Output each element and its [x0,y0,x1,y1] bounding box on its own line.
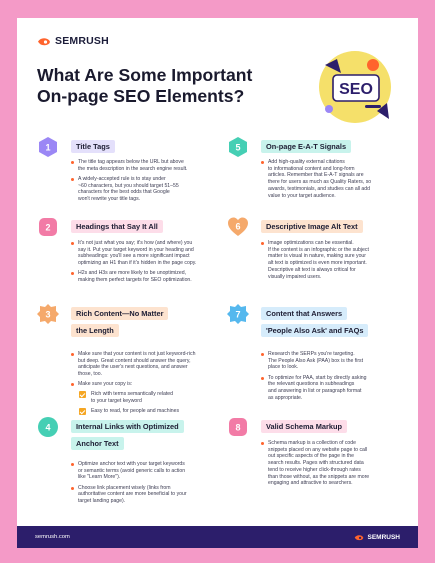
item-5-bullets [261,159,411,203]
checkbox-icon [79,391,86,398]
list-item: A widely-accepted rule is to stay under ~60 characters, but you should target 51–55 characters for the best odds that Google won't rewrite your title tags. [71,176,231,203]
item-2-heading: Headings that Say It All [71,218,163,235]
item-headings [37,216,227,316]
svg-text:1: 1 [45,142,51,153]
number-badge-3 [37,303,59,325]
title-line-1: What Are Some Important [37,65,253,85]
list-item: Image optimizations can be essential. If the content is an infographic or the subject matter is visual in nature, making sure your alt text is optimized is even more important. Descriptive alt text is always critical for visually impaired users. [261,240,411,280]
item-rich-content [37,303,227,428]
check-item: Rich with terms semantically related to your target keyword [71,391,231,404]
item-5-heading: On-page E-A-T Signals [261,138,351,155]
list-item: It's not just what you say; it's how (and where) you say it. Put your target keyword in your heading and subheadings: you'll see a more significant impact optimizing an H1 than if it's hidden in the page copy. [71,240,231,267]
item-3-bullets [71,351,231,418]
item-2-bullets [71,240,231,287]
list-item: Make sure that your content is not just keyword-rich but deep. Great content should answer the query, anticipate the user's next questions, and answer those, too. [71,351,231,378]
hero-seo-text: SEO [339,81,373,98]
list-item: To optimize for PAA, start by directly asking the relevant questions in subheadings and answering in list or paragraph format as appropriate. [261,375,411,402]
item-7-heading: Content that Answers 'People Also Ask' and FAQs [261,305,368,339]
title-line-2: On-page SEO Elements? [37,86,245,106]
item-schema [227,416,412,516]
list-item: Research the SERPs you're targeting. The People Also Ask (PAA) box is the first place to look. [261,351,411,371]
footer-bar [17,526,418,548]
number-badge-2 [37,216,59,238]
number-badge-8 [227,416,249,438]
semrush-flame-icon [354,534,364,541]
infographic-sheet [17,18,418,548]
semrush-flame-icon [37,37,51,46]
semrush-logo [37,35,109,47]
list-item: Add high-quality external citations to informational content and long-form articles. Remember that E-A-T signals are there for users as much as Quality Raters, so awards, testimonials, and studies can all add value to your target audience. [261,159,411,199]
item-eat-signals [227,136,412,216]
svg-text:8: 8 [235,422,241,433]
number-badge-7 [227,303,249,325]
list-item: Schema markup is a collection of code snippets placed on any website page to call out specific aspects of the page in the search results. Pages with structured data tend to receive higher click-through rates than those without, as the snippets are more engaging and attractive to searchers. [261,440,411,487]
item-6-bullets [261,240,411,284]
footer-brand [354,534,400,541]
svg-text:3: 3 [45,309,51,320]
number-badge-5 [227,136,249,158]
item-title-tags [37,136,227,216]
item-7-bullets [261,351,411,405]
svg-text:2: 2 [45,222,51,233]
footer-brand-text: SEMRUSH [367,533,400,541]
svg-text:4: 4 [45,422,51,433]
list-item: H2s and H3s are more likely to be unoptimized, making them perfect targets for SEO optimization. [71,270,231,283]
list-item: The title tag appears below the URL but above the meta description in the search engine result. [71,159,231,172]
item-8-bullets [261,440,411,490]
item-1-heading: Title Tags [71,138,115,155]
item-image-alt [227,216,412,306]
item-6-heading: Descriptive Image Alt Text [261,218,363,235]
list-item: Make sure your copy is: [71,381,231,388]
list-item: Optimize anchor text with your target keywords or semantic terms (avoid generic calls to action like "Learn More"). [71,461,231,481]
item-3-heading: Rich Content—No Matter the Length [71,305,168,339]
svg-text:7: 7 [235,309,241,320]
logo-text: SEMRUSH [55,35,109,47]
check-item: Easy to read, for people and machines [71,408,231,415]
item-internal-links [37,416,227,516]
svg-text:5: 5 [235,142,241,153]
item-8-heading: Valid Schema Markup [261,418,347,435]
item-paa-faqs [227,303,412,423]
number-badge-6 [227,216,249,238]
number-badge-4 [37,416,59,438]
item-4-heading: Internal Links with Optimized Anchor Text [71,418,184,452]
page-title [37,65,302,107]
seo-hero-illustration [307,45,397,133]
list-item: Choose link placement wisely (links from authoritative content are more beneficial to your target landing page). [71,485,231,505]
item-4-bullets [71,461,231,508]
svg-text:6: 6 [235,221,241,232]
item-1-bullets [71,159,231,206]
number-badge-1 [37,136,59,158]
checkbox-icon [79,408,86,415]
footer-url[interactable]: semrush.com [35,534,70,540]
